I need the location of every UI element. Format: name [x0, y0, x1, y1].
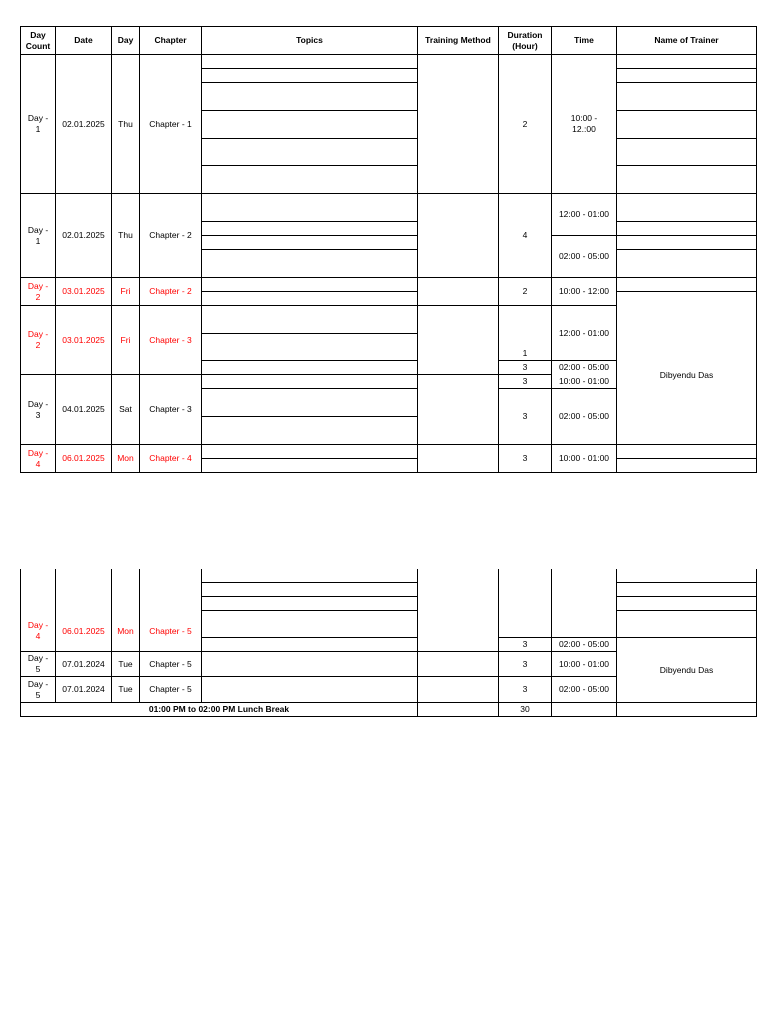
cell-day: Thu — [118, 118, 133, 129]
grid-line — [616, 138, 756, 139]
cell-day-count: Day - 2 — [27, 329, 49, 350]
grid-line — [201, 596, 417, 597]
cell-duration: 3 — [522, 658, 528, 669]
grid-line — [201, 388, 417, 389]
grid-line — [201, 610, 417, 611]
cell-day: Fri — [120, 286, 131, 297]
grid-line — [201, 221, 417, 222]
grid-line — [201, 82, 417, 83]
grid-line — [616, 221, 756, 222]
grid-line — [201, 138, 417, 139]
cell-duration: 3 — [522, 684, 528, 695]
grid-line — [616, 610, 756, 611]
cell-time: 12:00 - 01:00 — [558, 327, 610, 338]
cell-duration: 4 — [522, 230, 528, 241]
grid-line — [201, 360, 417, 361]
cell-day-count: Day - 4 — [27, 447, 49, 469]
grid-line — [616, 82, 756, 83]
cell-chapter: Chapter - 1 — [149, 118, 192, 129]
cell-time: 02:00 - 05:00 — [558, 251, 610, 262]
grid-line — [616, 249, 756, 250]
cell-day: Mon — [117, 453, 134, 464]
grid-line — [616, 165, 756, 166]
cell-time: 10:00 - 01:00 — [558, 376, 610, 387]
cell-chapter: Chapter - 2 — [149, 230, 192, 241]
cell-date: 07.01.2024 — [62, 684, 105, 695]
cell-time: 02:00 - 05:00 — [558, 411, 610, 422]
grid-line — [201, 569, 202, 703]
grid-line — [201, 249, 417, 250]
cell-time: 02:00 - 05:00 — [558, 362, 610, 373]
cell-time: 12:00 - 01:00 — [558, 209, 610, 220]
cell-day-count: Day - 4 — [27, 620, 49, 641]
grid-line — [201, 235, 417, 236]
cell-time: 10:00 - 01:00 — [558, 658, 610, 669]
cell-chapter: Chapter - 3 — [149, 334, 192, 345]
cell-date: 03.01.2025 — [62, 334, 105, 345]
cell-trainer: Dibyendu Das — [659, 664, 714, 675]
grid-line — [616, 291, 756, 292]
cell-date: 06.01.2025 — [62, 453, 105, 464]
cell-time: 10:00 - 12.:00 — [570, 113, 598, 134]
cell-date: 06.01.2025 — [62, 625, 105, 636]
grid-line — [756, 26, 757, 473]
grid-line — [417, 569, 418, 717]
cell-day: Tue — [118, 658, 133, 669]
cell-day-count: Day - 2 — [27, 280, 49, 302]
total-hours: 30 — [520, 704, 530, 715]
grid-line — [756, 569, 757, 717]
header-training-method: Training Method — [425, 35, 491, 46]
grid-line — [616, 110, 756, 111]
cell-time: 02:00 - 05:00 — [558, 684, 610, 695]
lunch-break-note: 01:00 PM to 02:00 PM Lunch Break — [148, 704, 290, 715]
cell-duration: 3 — [522, 639, 528, 650]
cell-date: 03.01.2025 — [62, 286, 105, 297]
cell-day-count: Day - 5 — [27, 653, 49, 674]
cell-date: 02.01.2025 — [62, 230, 105, 241]
cell-day-count: Day - 1 — [27, 224, 49, 246]
header-duration: Duration (Hour) — [507, 29, 543, 51]
cell-day: Thu — [118, 230, 133, 241]
cell-day: Tue — [118, 684, 133, 695]
header-trainer: Name of Trainer — [654, 35, 719, 46]
cell-chapter: Chapter - 4 — [149, 453, 192, 464]
grid-line — [201, 291, 417, 292]
cell-day: Mon — [117, 625, 134, 636]
cell-duration: 2 — [522, 118, 528, 129]
header-chapter: Chapter — [154, 35, 187, 46]
grid-line — [616, 582, 756, 583]
cell-chapter: Chapter - 3 — [149, 404, 192, 415]
grid-line — [616, 596, 756, 597]
cell-chapter: Chapter - 5 — [149, 684, 192, 695]
header-time: Time — [574, 35, 594, 46]
cell-day-count: Day - 1 — [27, 113, 49, 134]
cell-duration: 1 — [522, 347, 528, 358]
grid-line — [20, 472, 757, 473]
grid-line — [201, 416, 417, 417]
header-day-count: Day Count — [25, 29, 51, 51]
grid-line — [616, 235, 756, 236]
cell-time: 10:00 - 12:00 — [558, 286, 610, 297]
cell-time: 02:00 - 05:00 — [558, 639, 610, 650]
cell-chapter: Chapter - 5 — [149, 625, 192, 636]
grid-line — [201, 68, 417, 69]
cell-duration: 3 — [522, 411, 528, 422]
cell-day: Sat — [119, 404, 132, 415]
cell-duration: 2 — [522, 286, 528, 297]
cell-date: 02.01.2025 — [62, 118, 105, 129]
header-topics: Topics — [296, 35, 323, 46]
cell-duration: 3 — [522, 362, 528, 373]
grid-line — [201, 458, 417, 459]
grid-line — [201, 333, 417, 334]
grid-line — [201, 637, 417, 638]
cell-day: Fri — [120, 334, 131, 345]
grid-line — [417, 26, 418, 473]
grid-line — [201, 110, 417, 111]
header-date: Date — [74, 35, 93, 46]
cell-duration: 3 — [522, 376, 528, 387]
grid-line — [616, 458, 756, 459]
grid-line — [201, 165, 417, 166]
grid-line — [201, 582, 417, 583]
cell-chapter: Chapter - 5 — [149, 658, 192, 669]
grid-line — [616, 68, 756, 69]
cell-day-count: Day - 3 — [27, 398, 49, 420]
cell-chapter: Chapter - 2 — [149, 286, 192, 297]
cell-time: 10:00 - 01:00 — [558, 453, 610, 464]
header-day: Day — [117, 35, 134, 46]
cell-duration: 3 — [522, 453, 528, 464]
cell-day-count: Day - 5 — [27, 678, 49, 700]
cell-date: 07.01.2024 — [62, 658, 105, 669]
grid-line — [20, 716, 757, 717]
cell-trainer: Dibyendu Das — [659, 369, 714, 380]
cell-date: 04.01.2025 — [62, 404, 105, 415]
